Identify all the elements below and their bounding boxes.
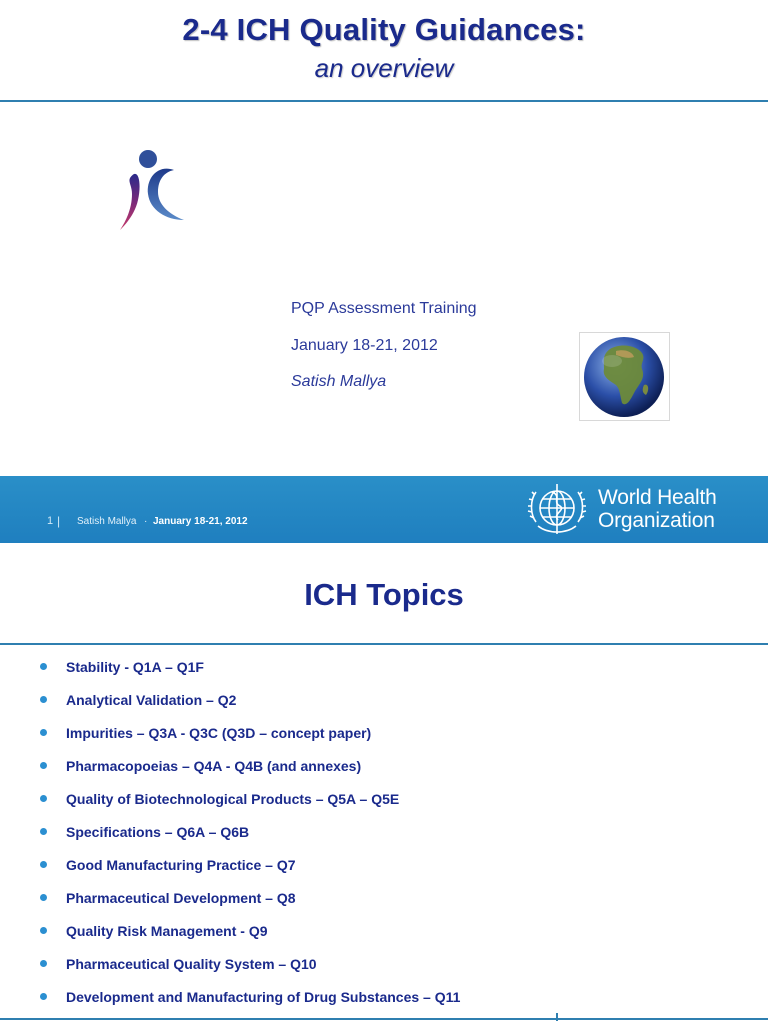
title-divider [0, 100, 768, 102]
footer-date: January 18-21, 2012 [153, 516, 248, 527]
list-item: Specifications – Q6A – Q6B [0, 822, 768, 844]
event-date: January 18-21, 2012 [291, 337, 438, 354]
footer-presenter: Satish Mallya [77, 516, 137, 527]
event-name: PQP Assessment Training [291, 300, 477, 317]
list-item: Pharmacopoeias – Q4A - Q4B (and annexes) [0, 756, 768, 778]
divider-tick [556, 1013, 558, 1021]
bullet-icon [40, 861, 47, 868]
slide-2-title: ICH Topics [304, 577, 464, 612]
list-item: Quality of Biotechnological Products – Q5A – Q5E [0, 789, 768, 811]
who-line-2: Organization [598, 509, 715, 532]
presenter-name: Satish Mallya [291, 373, 387, 390]
bullet-icon [40, 927, 47, 934]
footer-dot: · [144, 516, 148, 527]
bullet-icon [40, 993, 47, 1000]
list-item: Impurities – Q3A - Q3C (Q3D – concept paper) [0, 723, 768, 745]
ich-logo-icon [112, 148, 192, 233]
bullet-icon [40, 663, 47, 670]
page-number: 1 [47, 515, 54, 527]
slide-2 [0, 543, 768, 1024]
bullet-icon [40, 762, 47, 769]
globe-africa-icon [580, 333, 669, 420]
list-item: Stability - Q1A – Q1F [0, 657, 768, 679]
list-item: Analytical Validation – Q2 [0, 690, 768, 712]
list-item: Quality Risk Management - Q9 [0, 921, 768, 943]
slide-1-title: 2-4 ICH Quality Guidances: [182, 12, 586, 47]
list-item: Good Manufacturing Practice – Q7 [0, 855, 768, 877]
who-line-1: World Health [598, 486, 717, 509]
slide-1-subtitle: an overview [314, 53, 454, 83]
globe-image [579, 332, 670, 421]
bullet-icon [40, 696, 47, 703]
list-item: Development and Manufacturing of Drug Substances – Q11 [0, 987, 768, 1009]
page-separator: | [57, 514, 61, 528]
who-wordmark [598, 486, 717, 532]
bullet-icon [40, 960, 47, 967]
list-item: Pharmaceutical Quality System – Q10 [0, 954, 768, 976]
bottom-divider [0, 1018, 768, 1020]
bullet-icon [40, 795, 47, 802]
list-item: Pharmaceutical Development – Q8 [0, 888, 768, 910]
bullet-icon [40, 828, 47, 835]
title-divider [0, 643, 768, 645]
who-emblem-icon [522, 478, 592, 540]
bullet-icon [40, 894, 47, 901]
bullet-icon [40, 729, 47, 736]
